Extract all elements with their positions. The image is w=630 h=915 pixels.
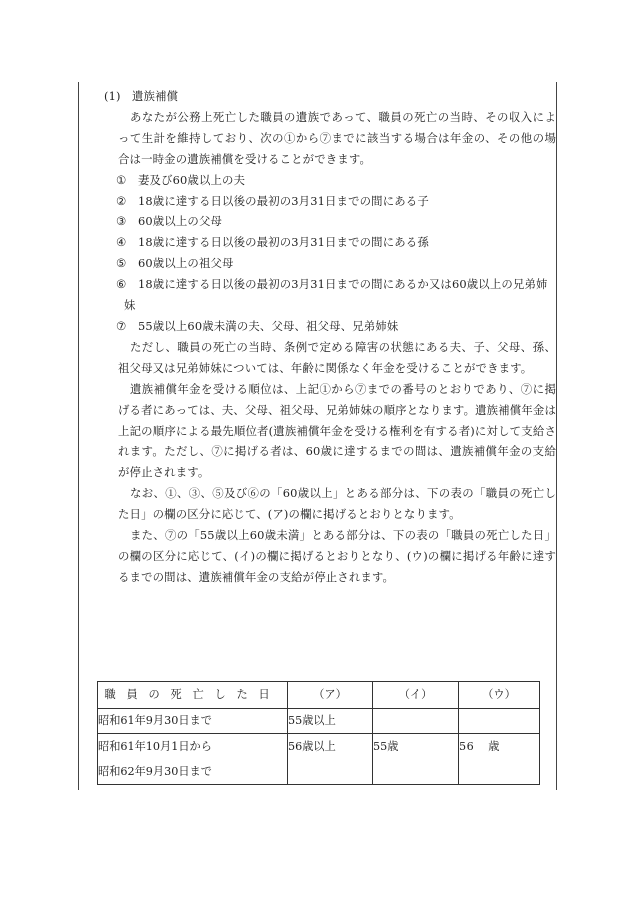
list-item — [96, 316, 556, 337]
intro-paragraph: あなたが公務上死亡した職員の遺族であって、職員の死亡の当時、その収入によって生計を維持しており、次の①から⑦までに該当する場合は年金の、その他の場合は一時金の遺族補償を受けることができます。 — [118, 109, 556, 166]
table-cell-a: 55歳以上 — [288, 709, 373, 734]
left-margin-line — [78, 82, 79, 790]
list-marker: ① — [116, 172, 127, 187]
date-line-2: 昭和62年9月30日まで — [98, 765, 212, 778]
table-cell-a: 56歳以上 — [288, 734, 373, 785]
table-cell-date — [98, 734, 288, 785]
section-heading — [96, 86, 556, 107]
section-number: (1) — [104, 89, 121, 103]
table-cell-date: 昭和61年9月30日まで — [98, 709, 288, 734]
list-marker: ④ — [116, 235, 127, 250]
list-item — [96, 211, 556, 232]
list-item-text: 60歳以上の父母 — [138, 214, 223, 229]
list-marker: ② — [116, 193, 127, 208]
list-item-text: 18歳に達する日以後の最初の3月31日までの間にあるか又は60歳以上の兄弟姉 — [138, 277, 548, 292]
proviso-paragraph: ただし、職員の死亡の当時、条例で定める障害の状態にある夫、子、父母、孫、祖父母又は兄弟姉妹については、年齢に関係なく年金を受けることができます。 — [118, 339, 556, 375]
age-number: 56 — [459, 740, 475, 753]
table-cell-i: 55歳 — [373, 734, 459, 785]
list-item — [96, 170, 556, 191]
list-item-text-continued: 妹 — [124, 298, 136, 313]
table-row — [98, 709, 540, 734]
list-item-text: 18歳に達する日以後の最初の3月31日までの間にある子 — [138, 193, 429, 208]
document-body — [96, 86, 556, 588]
age-unit: 歳 — [488, 740, 500, 753]
table-header-row — [98, 682, 540, 709]
list-marker: ⑦ — [116, 318, 127, 333]
table-header-i: （イ） — [373, 682, 459, 709]
list-marker: ⑤ — [116, 256, 127, 271]
list-item — [96, 274, 556, 316]
right-margin-line — [556, 82, 557, 790]
list-item — [96, 253, 556, 274]
table-row — [98, 734, 540, 785]
list-item-text: 60歳以上の祖父母 — [138, 256, 234, 271]
section-title: 遺族補償 — [132, 89, 179, 103]
table-cell-i — [373, 709, 459, 734]
order-paragraph: 遺族補償年金を受ける順位は、上記①から⑦までの番号のとおりであり、⑦に掲げる者にあっては、夫、父母、祖父母、兄弟姉妹の順序となります。遺族補償年金は上記の順序による最先順位者(遺族補償年金を受ける権利を有する者)に対して支給されます。ただし、⑦に掲げる者は、60歳に達するまでの間は、遺族補償年金の支給が停止されます。 — [118, 381, 556, 480]
table-header-date: 職員の死亡した日 — [98, 682, 288, 709]
list-item-text: 55歳以上60歳未満の夫、父母、祖父母、兄弟姉妹 — [138, 318, 399, 333]
table-header-a: （ア） — [288, 682, 373, 709]
table-cell-u — [459, 709, 540, 734]
table-cell-u — [459, 734, 540, 785]
table-header-u: （ウ） — [459, 682, 540, 709]
age-note-paragraph: なお、①、③、⑤及び⑥の「60歳以上」とある部分は、下の表の「職員の死亡した日」の欄の区分に応じて、(ア)の欄に掲げるとおりとなります。 — [118, 486, 556, 522]
age-table — [97, 681, 540, 785]
list-item — [96, 232, 556, 253]
list-item — [96, 191, 556, 212]
date-line-1: 昭和61年10月1日から — [98, 740, 212, 753]
suspension-paragraph: また、⑦の「55歳以上60歳未満」とある部分は、下の表の「職員の死亡した日」の欄の区分に応じて、(イ)の欄に掲げるとおりとなり、(ウ)の欄に掲げる年齢に達するまでの間は、遺族補償年金の支給が停止されます。 — [118, 528, 556, 584]
list-marker: ③ — [116, 214, 127, 229]
list-marker: ⑥ — [116, 277, 127, 292]
list-item-text: 18歳に達する日以後の最初の3月31日までの間にある孫 — [138, 235, 429, 250]
list-item-text: 妻及び60歳以上の夫 — [138, 172, 246, 187]
